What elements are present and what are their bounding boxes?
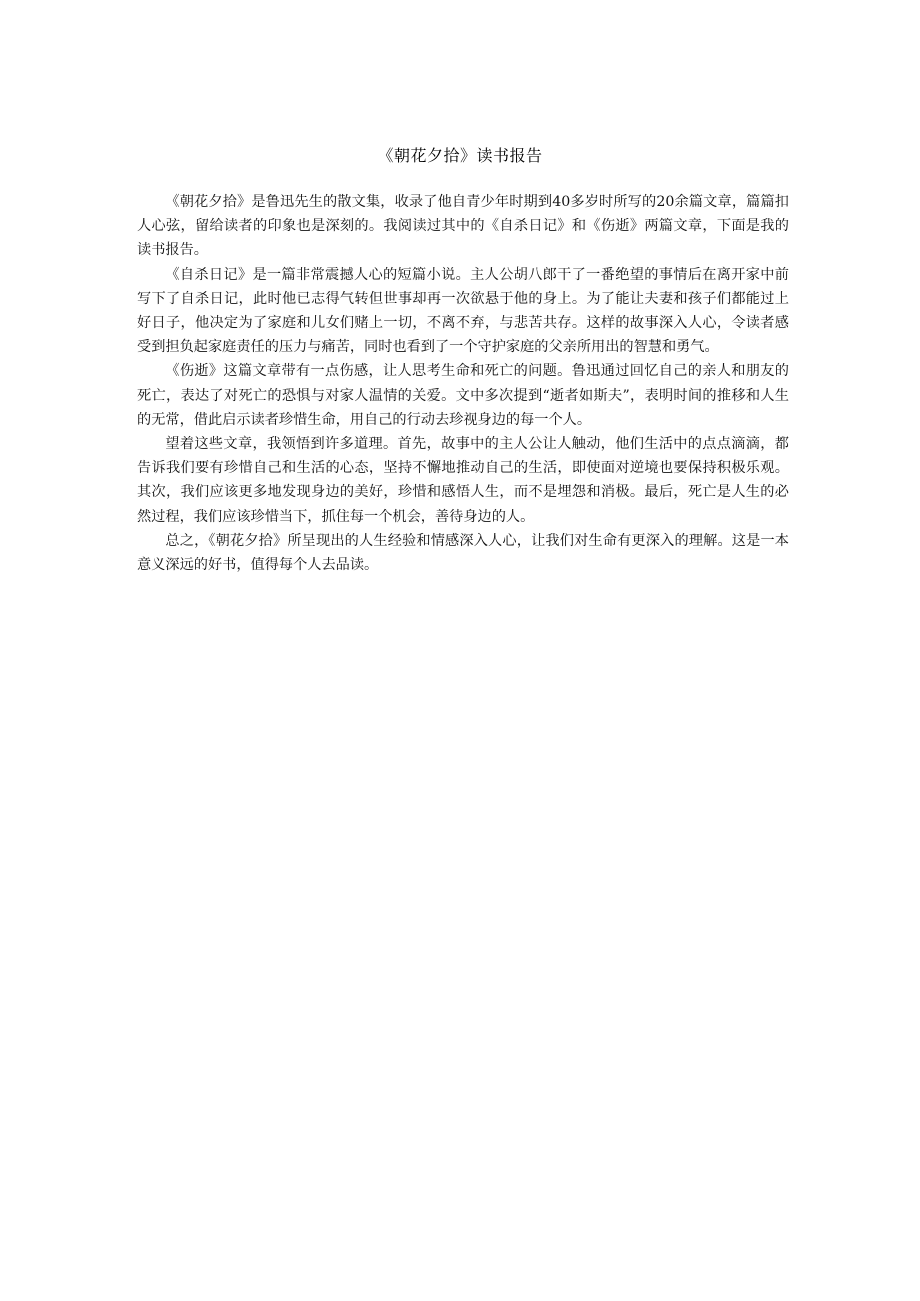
document-body (137, 190, 789, 577)
paragraph-intro: 《朝花夕拾》是鲁迅先生的散文集，收录了他自青少年时期到40多岁时所写的20余篇文章，篇篇扣人心弦，留给读者的印象也是深刻的。我阅读过其中的《自杀日记》和《伤逝》两篇文章，下面是我的读书报告。 (137, 194, 789, 259)
paragraph-conclusion: 总之，《朝花夕拾》所呈现出的人生经验和情感深入人心，让我们对生命有更深入的理解。这是一本意义深远的好书，值得每个人去品读。 (137, 532, 789, 574)
paragraph-regret-for-past: 《伤逝》这篇文章带有一点伤感，让人思考生命和死亡的问题。鲁迅通过回忆自己的亲人和朋友的死亡，表达了对死亡的恐惧与对家人温情的关爱。文中多次提到“逝者如斯夫”，表明时间的推移和人生的无常，借此启示读者珍惜生命，用自己的行动去珍视身边的每一个人。 (137, 363, 789, 428)
document-title: 《朝花夕拾》读书报告 (377, 146, 543, 165)
paragraph-lessons: 望着这些文章，我领悟到许多道理。首先，故事中的主人公让人触动，他们生活中的点点滴滴，都告诉我们要有珍惜自己和生活的心态，坚持不懈地推动自己的生活，即使面对逆境也要保持积极乐观。其次，我们应该更多地发现身边的美好，珍惜和感悟人生，而不是埋怨和消极。最后，死亡是人生的必然过程，我们应该珍惜当下，抓住每一个机会，善待身边的人。 (137, 436, 789, 525)
paragraph-suicide-diary: 《自杀日记》是一篇非常震撼人心的短篇小说。主人公胡八郎干了一番绝望的事情后在离开家中前写下了自杀日记，此时他已志得气转但世事却再一次欲悬于他的身上。为了能让夫妻和孩子们都能过上好日子，他决定为了家庭和儿女们赌上一切，不离不弃，与悲苦共存。这样的故事深入人心，令读者感受到担负起家庭责任的压力与痛苦，同时也看到了一个守护家庭的父亲所用出的智慧和勇气。 (137, 266, 789, 356)
